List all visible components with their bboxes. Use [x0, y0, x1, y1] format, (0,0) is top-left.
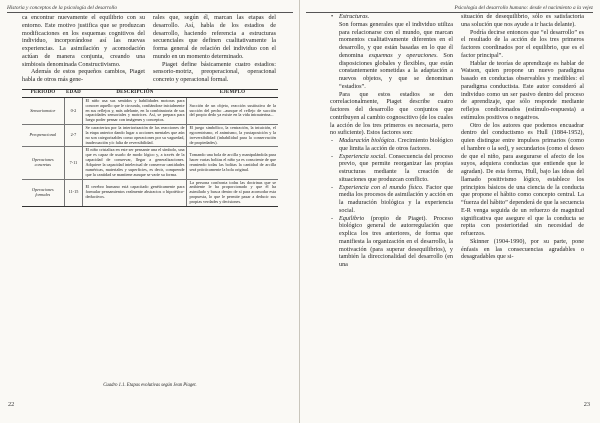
cell-descripcion: Se caracteriza por la interiorización de las reacciones de la etapa anterior dando lugar a acciones mentales que aún no son categorizables como operaciones por su vaguedad, inadecuación y/o falta de reversibilidad. [83, 125, 187, 147]
paragraph [339, 154, 453, 185]
column-header-periodo: PERIODO [22, 90, 64, 98]
left-running-head: Historia y conceptos de la psicología del desarrollo [7, 5, 293, 13]
paragraph [339, 185, 453, 216]
cell-edad: 0-2 [64, 97, 83, 124]
term-italic: Experiencia social [339, 153, 386, 160]
list-item [330, 138, 453, 154]
term-italic: Maduración biológica [339, 138, 395, 144]
table-caption: Cuadro 1.1. Etapas evolutivas según Jean Piaget. [103, 383, 197, 388]
cell-edad: 11-15 [64, 179, 83, 206]
list-item [330, 154, 453, 185]
cell-edad: 2-7 [64, 125, 83, 147]
list-item [330, 14, 453, 92]
paragraph: rales que, según él, marcan las etapas del desarrollo. Así, habla de los estadios de desarrollo, haciendo referencia a estructuras secuenciales que definen cualitativamente la forma general de relación del individuo con el mundo en un momento determinado. [153, 15, 276, 60]
text-span: Son formas generales que el individuo utiliza para relacionarse con el mundo, que marcan momentos cualitativamente diferentes en el desarrollo, y que están basadas en lo que él denomina [339, 21, 453, 59]
cell-edad: 7-11 [64, 147, 83, 179]
structures-bullet-list [330, 14, 453, 92]
column-header-ejemplo: EJEMPLO [187, 90, 278, 98]
text-span: Factor que media los procesos de asimilación y acción en la maduración biológica y la experiencia social. [339, 184, 453, 214]
paragraph: Podría decirse entonces que “el desarrollo” es el resultado de la acción de los tres primeros factores coordinados por el equilibrio, que es el factor principal”. [461, 29, 584, 59]
cell-periodo: Preoperacional [22, 125, 64, 147]
column-header-descripcion: DESCRIPCIÓN [83, 90, 187, 98]
left-text-columns [22, 15, 276, 85]
cell-ejemplo: Tomando una bola de arcilla y manipulándola para hacer varias bolitas el niño ya es consciente de que reuniendo todas las bolitas la cantidad de arcilla será prácticamente la bola original. [187, 147, 278, 179]
list-item [330, 185, 453, 216]
paragraph: ca encontrar nuevamente el equilibrio con su entorno. Este motivo justifica que se produzcan modificaciones en los esquemas cognitivos del individuo, incorporándose así las nuevas experiencias. La asimilación y acomodación actúan de manera conjunta, creando una simbiosis denominada Constructivismo. [22, 15, 145, 68]
paragraph: situación de desequilibrio, sólo es satisfactoria una solución que nos ayude a ir hacia delante). [461, 14, 584, 28]
term-italic: esquemas y operaciones. [368, 52, 438, 59]
right-column-1 [330, 14, 453, 270]
cell-descripcion: El niño cristaliza en este ser pensante una el símbolo, una que es capaz de usarlo de modo lógico y, a través de la capacidad de conservar, llegar a generalizaciones. Adquiere la capacidad intelectual de conservar cantidades numéricas, materiales y superficies, es decir, comprende que la cantidad se mantiene aunque se varíe su forma. [83, 147, 187, 179]
cell-periodo: Sensoriomotor [22, 97, 64, 124]
cell-ejemplo: El juego simbólico, la centración, la intuición, el egocentrismo, el animismo, la yuxtaposición y la irreversibilidad (inhabilidad para la conservación de propiedades). [187, 125, 278, 147]
text-span: (propio de Piaget). Proceso biológico general de autorregulación que explica los tres anteriores, de forma que manifiesta la organización en el desarrollo, la motivación (para superar desequilibrios), y también la direccionalidad del desarrollo (en una [339, 215, 453, 268]
cell-descripcion: El cerebro humano está capacitado genéticamente para formular pensamientos realmente abstractos o hipotético-deductivos. [83, 179, 187, 206]
dash-mark: - [331, 138, 334, 144]
left-column-2 [153, 15, 276, 85]
table-row [22, 147, 278, 179]
text-span: . Consecuencia del proceso previo, que permite reorganizar las propias estructuras mediante la creación de situaciones que produzcan conflicto. [339, 153, 454, 183]
left-column-1 [22, 15, 145, 85]
bullet-mark: • [331, 14, 334, 20]
left-page-number: 22 [8, 401, 15, 408]
paragraph: Hablar de teorías de aprendizaje es hablar de Watson, quien propone un nuevo paradigma basado en conductas observables y medibles: el paradigma conductista. Este autor consideró al individuo como un ser pasivo dentro del proceso de aprendizaje, que sólo responde mediante reflejos condicionados (estímulo-respuesta) a estímulos positivos o negativos. [461, 60, 584, 121]
cell-ejemplo: La persona confronta todas las doctrinas que se ambiente le ha proporcionado y que él ha asimilado y busca dentro de sí para acomodar esta propuesta, lo que le permite pasar a deducir sus propias verdades y decisiones. [187, 179, 278, 206]
paragraph [339, 216, 453, 270]
cell-periodo: Operaciones formales [22, 179, 64, 206]
dash-mark: - [331, 215, 334, 222]
right-column-2 [461, 14, 584, 270]
paragraph: Además de estos pequeños cambios, Piaget habla de otros más gene- [22, 69, 145, 83]
column-header-edad: EDAD [64, 90, 83, 98]
table-row [22, 179, 278, 206]
table-header-row [22, 90, 278, 98]
term-italic: Estructuras. [339, 14, 370, 20]
text-span: Son disposiciones globales y flexibles, que están constantemente sometidas a la adaptación a nuevos objetos, y que se denominan “estadios”. [339, 52, 453, 90]
term-italic: Equilibrio [339, 215, 365, 222]
term-italic: Experiencia con el mundo físico. [339, 184, 424, 191]
paragraph: Otro de los autores que podemos encuadrar dentro del conductismo es Hull (1884-1952), quien distingue entre impulsos primarios (como el hambre o la sed), y secundarios (como el deseo de que el niño, para asegurarse el afecto de los suyos, adquiera conductas que entiende que le agradan). De esta forma, Hull, bajo las ideas del llamado positivismo lógico, establece los principios básicos de una ciencia de la conducta que propone el hábito como concepto central. La “fuerza del hábito” dependerá de que la secuencia E-R venga seguida de un refuerzo de magnitud significativa que asegure el que la conducta se repita con posterioridad sin necesidad de refuerzos. [461, 122, 584, 237]
paragraph: Para que estos estadios se den correlacionalmente, Piaget describe cuatro factores del desarrollo que conjuntos que contribuyen al cambio cognoscitivo (de los cuales la acción de los tres primeros es necesaria, pero no suficiente). Estos factores son: [330, 91, 453, 137]
cell-ejemplo: Succión de un objeto, reacción sustitutiva de la succión del pecho –aunque el reflejo de succión del propio dedo ya existe en la vida intrauterina–. [187, 97, 278, 124]
right-page-number: 23 [583, 401, 590, 408]
paragraph [339, 14, 453, 92]
right-running-head: Psicología del desarrollo humano: desde el nacimiento a la vejez [306, 5, 593, 13]
text-span: . Crecimiento biológico que limita la acción de otros factores. [339, 138, 453, 152]
paragraph: Skinner (1904-1990), por su parte, pone énfasis en las consecuencias agradables o desagradables que si- [461, 238, 584, 261]
list-item [330, 216, 453, 270]
piaget-stages-table [22, 89, 278, 207]
dash-mark: - [331, 184, 334, 191]
dash-mark: - [331, 153, 334, 160]
right-text-columns [330, 14, 584, 270]
table-row [22, 125, 278, 147]
cell-periodo: Operaciones concretas [22, 147, 64, 179]
paragraph: Piaget define básicamente cuatro estadios: sensorio-motriz, preoperacional, operacional concreto y operacional formal. [153, 61, 276, 83]
right-page [300, 0, 600, 423]
table-row [22, 97, 278, 124]
cell-descripcion: El niño usa sus sentidos y habilidades motoras para conocer aquello que le circunda, confiándose inicialmente en sus reflejos y, más adelante, en la combinatoria de sus capacidades sensoriales y motrices. Así, se prepara para luego poder pensar con imágenes y conceptos. [83, 97, 187, 124]
paragraph [339, 138, 453, 154]
factors-list [330, 138, 453, 270]
